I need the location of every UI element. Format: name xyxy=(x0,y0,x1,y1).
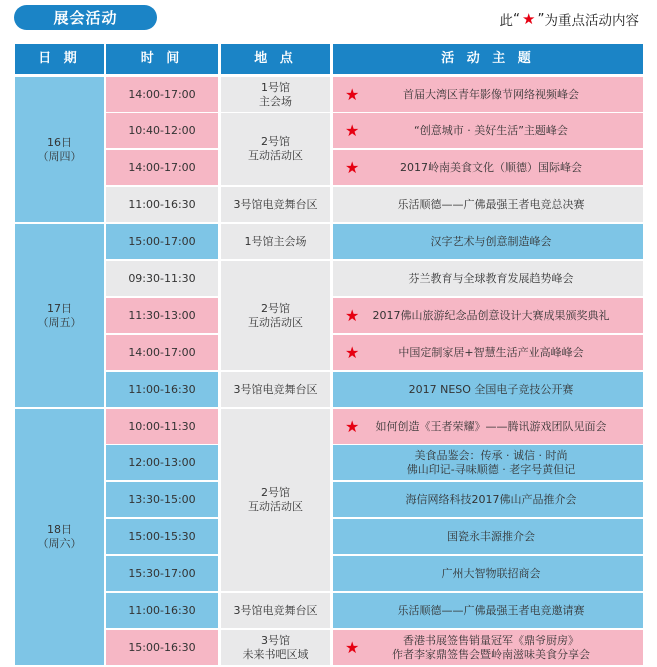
topic-text: 2017岭南美食文化（顺德）国际峰会 xyxy=(400,160,582,174)
topic-text: 香港书展签售销量冠军《鼎爷厨房》 xyxy=(403,633,579,647)
topic-cell xyxy=(333,630,643,665)
topic-text: 乐活顺德——广佛最强王者电竞邀请赛 xyxy=(397,603,585,617)
header-topic xyxy=(333,44,643,74)
date-cell xyxy=(15,409,104,665)
venue-cell xyxy=(221,261,330,370)
venue-line: 未来书吧区域 xyxy=(242,647,309,661)
date-cell xyxy=(15,77,104,222)
venue-cell xyxy=(221,77,330,112)
topic-text: 作者李家鼎签售会暨岭南滋味美食分享会 xyxy=(392,647,590,661)
topic-text: 广州大智物联招商会 xyxy=(441,566,541,580)
header-time-label: 时 间 xyxy=(140,51,184,66)
time-text: 09:30-11:30 xyxy=(128,271,196,285)
note-suffix: 为重点活动内容 xyxy=(544,13,639,29)
topic-cell xyxy=(333,372,643,407)
time-cell xyxy=(106,187,218,222)
time-text: 10:40-12:00 xyxy=(128,123,196,137)
venue-line: 互动活动区 xyxy=(248,149,303,162)
header-venue-label: 地 点 xyxy=(254,51,297,66)
date-weekday: （周六） xyxy=(37,537,82,550)
star-icon: ★ xyxy=(345,305,360,325)
venue-line: 3号馆电竞舞台区 xyxy=(233,382,318,396)
section-title: 展会活动 xyxy=(14,5,157,30)
time-text: 12:00-13:00 xyxy=(128,455,196,469)
topic-cell xyxy=(333,150,643,185)
header-venue xyxy=(221,44,330,74)
venue-cell xyxy=(221,113,330,185)
star-icon: ★ xyxy=(345,637,360,657)
note-quote-close: ” xyxy=(537,11,545,27)
date-weekday: （周五） xyxy=(37,315,82,329)
time-text: 11:30-13:00 xyxy=(128,308,196,322)
star-icon: ★ xyxy=(522,10,536,28)
venue-line: 3号馆 xyxy=(261,633,290,647)
topic-text: 中国定制家居+智慧生活产业高峰峰会 xyxy=(398,345,584,359)
venue-cell xyxy=(221,593,330,628)
topic-text: 芬兰教育与全球教育发展趋势峰会 xyxy=(408,271,574,285)
time-cell xyxy=(106,77,218,112)
venue-line: 1号馆 xyxy=(261,80,290,94)
topic-cell xyxy=(333,409,643,444)
time-text: 10:00-11:30 xyxy=(128,419,196,433)
venue-cell xyxy=(221,630,330,665)
topic-text: 2017佛山旅游纪念品创意设计大赛成果颁奖典礼 xyxy=(372,308,610,322)
time-cell xyxy=(106,519,218,554)
venue-line: 3号馆电竞舞台区 xyxy=(233,603,318,617)
time-text: 14:00-17:00 xyxy=(128,160,196,174)
time-text: 11:00-16:30 xyxy=(128,603,196,617)
venue-cell xyxy=(221,372,330,407)
star-icon: ★ xyxy=(345,342,360,362)
topic-text: 首届大湾区青年影像节网络视频峰会 xyxy=(403,87,579,101)
time-cell xyxy=(106,482,218,517)
time-cell xyxy=(106,409,218,444)
topic-text: 汉字艺术与创意制造峰会 xyxy=(430,234,552,248)
time-text: 14:00-17:00 xyxy=(128,345,196,359)
key-activity-note xyxy=(500,9,639,29)
topic-text: 乐活顺德——广佛最强王者电竞总决赛 xyxy=(397,197,585,211)
venue-line: 互动活动区 xyxy=(248,500,303,513)
time-cell xyxy=(106,556,218,591)
star-icon: ★ xyxy=(345,157,360,177)
star-icon: ★ xyxy=(345,120,360,140)
topic-cell xyxy=(333,298,643,333)
topic-cell xyxy=(333,482,643,517)
time-text: 15:30-17:00 xyxy=(128,566,196,580)
topic-cell xyxy=(333,556,643,591)
header-date xyxy=(15,44,104,74)
topic-text: “创意城市 · 美好生活”主题峰会 xyxy=(414,123,568,137)
time-cell xyxy=(106,630,218,665)
venue-line: 3号馆电竞舞台区 xyxy=(233,197,318,211)
time-text: 15:00-16:30 xyxy=(128,640,196,654)
venue-line: 主会场 xyxy=(259,94,292,108)
time-cell xyxy=(106,593,218,628)
date-weekday: （周四） xyxy=(37,149,82,163)
time-cell xyxy=(106,224,218,259)
topic-text: 海信网络科技2017佛山产品推介会 xyxy=(405,492,577,506)
time-text: 15:00-17:00 xyxy=(128,234,196,248)
topic-text: 美食品鉴会：传承 · 诚信 · 时尚 xyxy=(414,448,568,462)
venue-cell xyxy=(221,224,330,259)
topic-text: 佛山印记-寻味顺德 · 老字号黄但记 xyxy=(406,462,576,476)
time-text: 11:00-16:30 xyxy=(128,197,196,211)
venue-cell xyxy=(221,409,330,591)
time-cell xyxy=(106,335,218,370)
venue-line: 2号馆 xyxy=(261,486,290,499)
venue-line: 2号馆 xyxy=(261,135,290,148)
time-cell xyxy=(106,261,218,296)
venue-line: 2号馆 xyxy=(261,301,290,315)
topic-cell xyxy=(333,77,643,112)
date-day: 17日 xyxy=(47,301,72,315)
star-icon: ★ xyxy=(345,84,360,104)
topic-cell xyxy=(333,593,643,628)
time-cell xyxy=(106,150,218,185)
time-cell xyxy=(106,298,218,333)
venue-cell xyxy=(221,187,330,222)
topic-cell xyxy=(333,445,643,480)
date-day: 16日 xyxy=(47,135,72,149)
date-cell xyxy=(15,224,104,407)
topic-text: 2017 NESO 全国电子竞技公开赛 xyxy=(408,382,574,396)
note-quote-open: “ xyxy=(513,11,521,27)
time-cell xyxy=(106,113,218,148)
topic-text: 国瓷永丰源推介会 xyxy=(447,529,535,543)
venue-line: 互动活动区 xyxy=(248,315,303,329)
time-text: 15:00-15:30 xyxy=(128,529,196,543)
time-cell xyxy=(106,445,218,480)
time-text: 13:30-15:00 xyxy=(128,492,196,506)
topic-text: 如何创造《王者荣耀》——腾讯游戏团队见面会 xyxy=(375,419,607,433)
topic-cell xyxy=(333,113,643,148)
time-text: 14:00-17:00 xyxy=(128,87,196,101)
topic-cell xyxy=(333,224,643,259)
topic-cell xyxy=(333,335,643,370)
time-cell xyxy=(106,372,218,407)
star-icon: ★ xyxy=(345,416,360,436)
venue-line: 1号馆主会场 xyxy=(244,234,307,248)
note-prefix: 此 xyxy=(499,13,514,29)
topic-cell xyxy=(333,261,643,296)
header-topic-label: 活 动 主 题 xyxy=(441,51,535,66)
header-date-label: 日 期 xyxy=(38,51,81,66)
topic-cell xyxy=(333,187,643,222)
date-day: 18日 xyxy=(47,523,72,536)
header-time xyxy=(106,44,218,74)
topic-cell xyxy=(333,519,643,554)
time-text: 11:00-16:30 xyxy=(128,382,196,396)
